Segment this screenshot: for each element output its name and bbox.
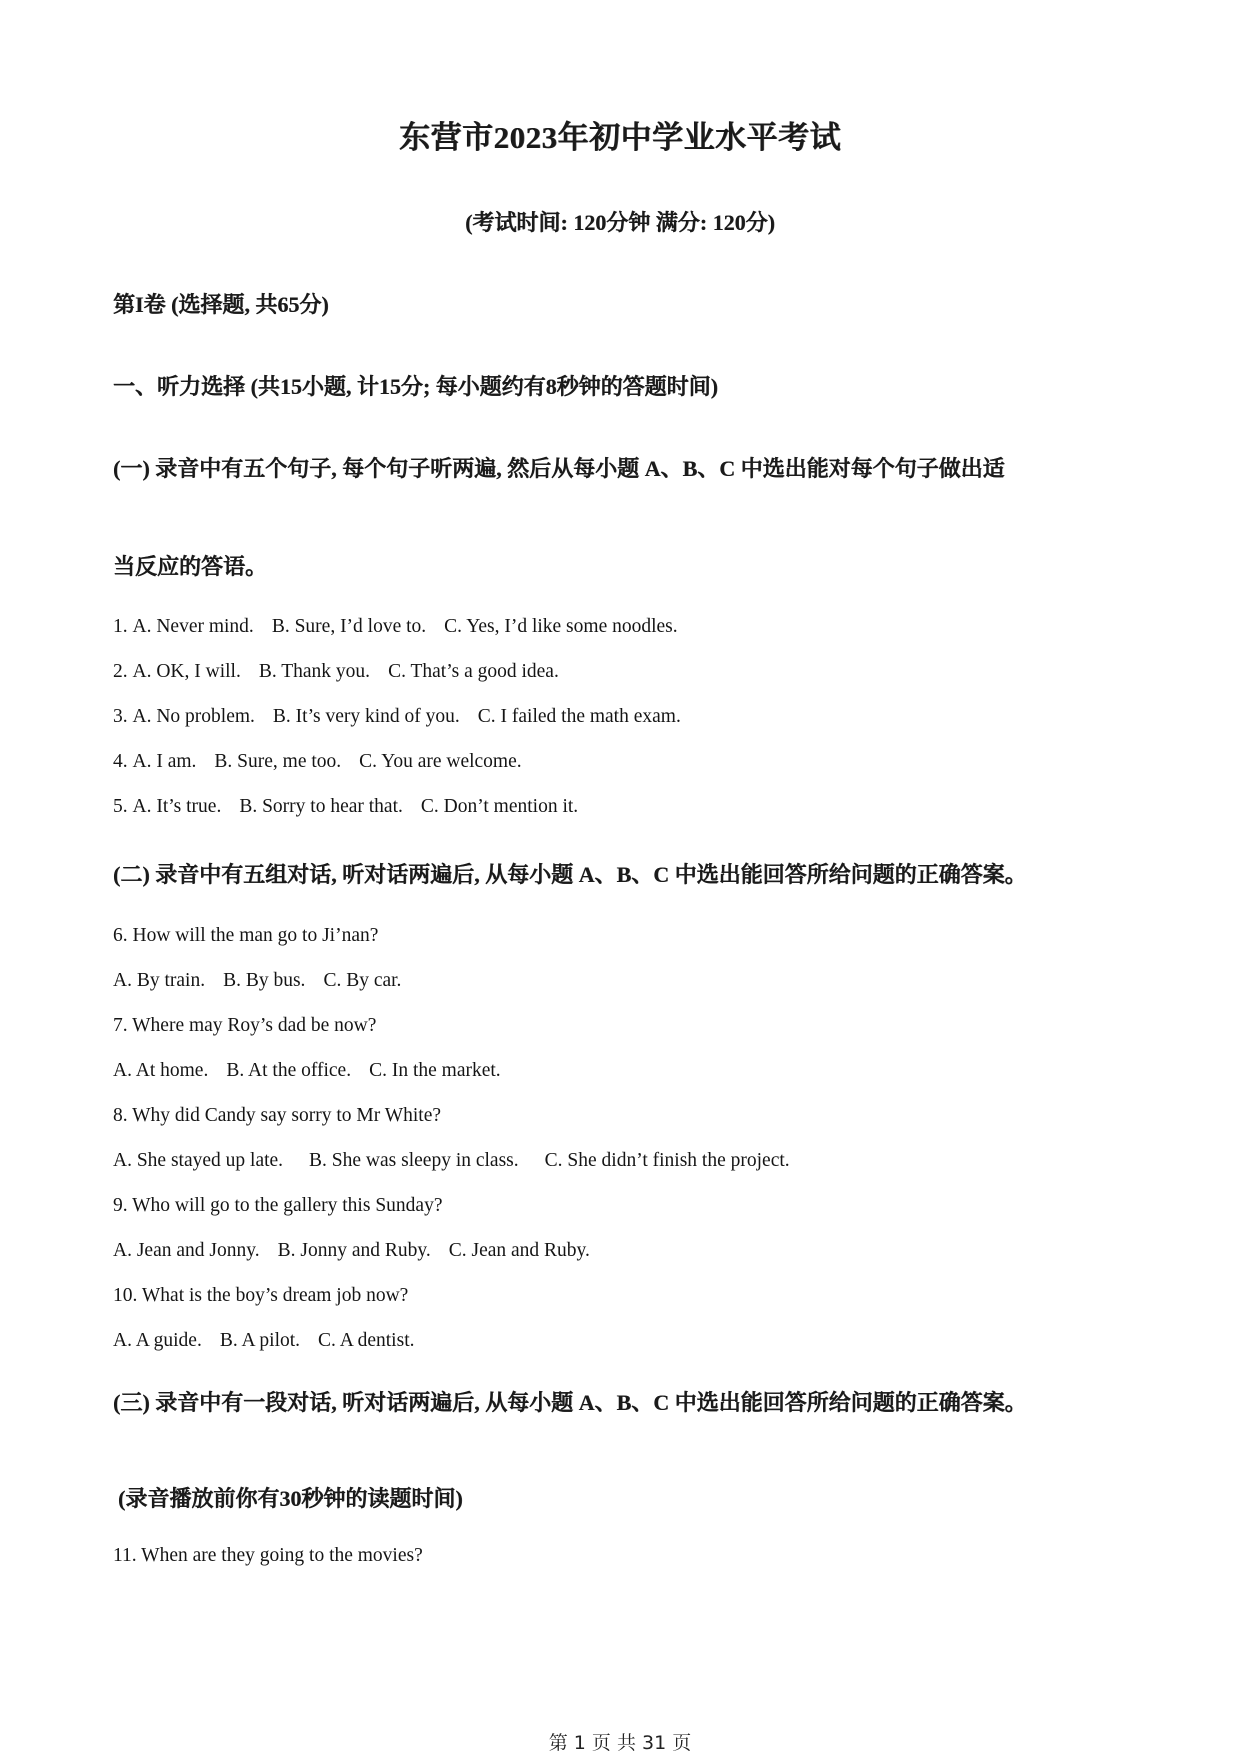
option-c: C. Yes, I’d like some noodles. [444,616,678,637]
option-a: A. A guide. [113,1330,202,1351]
question-9-options [113,1240,590,1262]
option-b: B. Sure, me too. [214,751,342,772]
question-6-options [113,970,401,992]
question-7-stem: 7. Where may Roy’s dad be now? [113,1015,377,1036]
option-b: B. At the office. [226,1060,352,1081]
question-4 [113,751,522,773]
question-number: 4. [113,751,128,772]
part1-instruction-line1: (一) 录音中有五个句子, 每个句子听两遍, 然后从每小题 A、B、C 中选出能对每个句子做出适 [113,456,1005,481]
question-3 [113,706,681,728]
section-heading-listening: 一、听力选择 (共15小题, 计15分; 每小题约有8秒钟的答题时间) [113,374,718,399]
question-number: 2. [113,661,128,682]
question-5 [113,796,578,818]
option-b: B. Thank you. [258,661,371,682]
option-c: C. In the market. [369,1060,501,1081]
option-b: B. A pilot. [219,1330,301,1351]
part3-instruction: (三) 录音中有一段对话, 听对话两遍后, 从每小题 A、B、C 中选出能回答所给问题的正确答案。 [113,1390,1027,1415]
part2-instruction: (二) 录音中有五组对话, 听对话两遍后, 从每小题 A、B、C 中选出能回答所给问题的正确答案。 [113,862,1027,887]
question-2 [113,661,559,683]
volume-heading: 第I卷 (选择题, 共65分) [113,292,329,317]
question-7-options [113,1060,501,1082]
option-c: C. A dentist. [318,1330,415,1351]
option-a: A. Jean and Jonny. [113,1240,260,1261]
question-8-options [113,1150,790,1172]
part3-note: (录音播放前你有30秒钟的读题时间) [118,1486,463,1511]
option-c: C. She didn’t finish the project. [544,1150,790,1171]
option-c: C. By car. [323,970,402,991]
question-8-stem: 8. Why did Candy say sorry to Mr White? [113,1105,442,1126]
exam-subtitle: (考试时间: 120分钟 满分: 120分) [465,210,775,235]
option-a: A. OK, I will. [132,661,241,682]
page-number-footer: 第 1 页 共 31 页 [548,1732,692,1754]
question-number: 3. [113,706,128,727]
option-c: C. Don’t mention it. [420,796,579,817]
option-b: B. By bus. [223,970,306,991]
question-number: 1. [113,616,128,637]
question-10-stem: 10. What is the boy’s dream job now? [113,1285,409,1306]
option-b: B. It’s very kind of you. [272,706,460,727]
option-c: C. Jean and Ruby. [448,1240,590,1261]
option-a: A. Never mind. [132,616,254,637]
question-number: 5. [113,796,128,817]
part1-instruction-line2: 当反应的答语。 [113,554,268,579]
option-a: A. It’s true. [132,796,222,817]
option-b: B. She was sleepy in class. [309,1150,519,1171]
question-1 [113,616,678,638]
exam-title: 东营市2023年初中学业水平考试 [399,120,841,155]
question-6-stem: 6. How will the man go to Ji’nan? [113,925,379,946]
option-a: A. I am. [132,751,197,772]
option-b: B. Sure, I’d love to. [271,616,427,637]
option-c: C. You are welcome. [359,751,522,772]
option-a: A. She stayed up late. [113,1150,284,1171]
option-a: A. By train. [113,970,206,991]
option-b: B. Jonny and Ruby. [277,1240,431,1261]
question-11-stem: 11. When are they going to the movies? [113,1545,423,1566]
option-a: A. At home. [113,1060,209,1081]
question-10-options [113,1330,414,1352]
option-c: C. I failed the math exam. [477,706,681,727]
option-b: B. Sorry to hear that. [239,796,403,817]
option-c: C. That’s a good idea. [388,661,559,682]
question-9-stem: 9. Who will go to the gallery this Sunday? [113,1195,443,1216]
option-a: A. No problem. [132,706,255,727]
